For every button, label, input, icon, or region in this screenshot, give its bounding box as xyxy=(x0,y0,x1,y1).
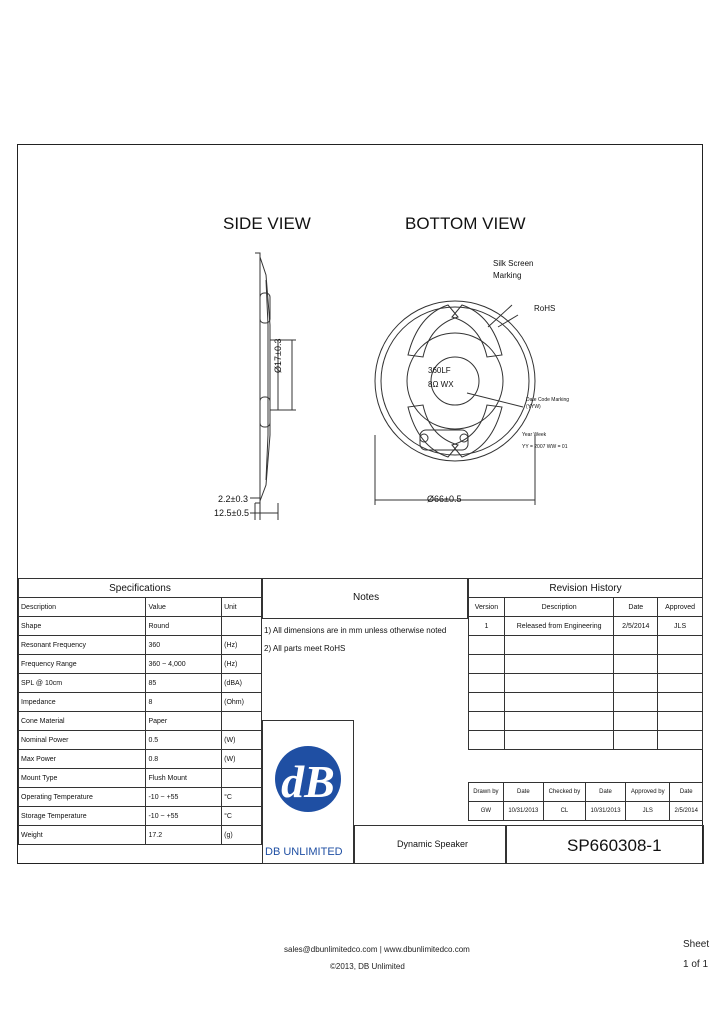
datecode-label: Date Code Marking (YYW) xyxy=(526,397,570,410)
signoff-date1: 10/31/2013 xyxy=(503,802,543,821)
rev-date: 2/5/2014 xyxy=(614,617,658,636)
signoff-date2: 10/31/2013 xyxy=(585,802,625,821)
spec-row xyxy=(19,636,262,655)
side-view-outline xyxy=(250,253,296,520)
spec-description: Cone Material xyxy=(19,712,146,731)
spec-unit xyxy=(222,617,262,636)
spec-value: 360 ~ 4,000 xyxy=(146,655,222,674)
spec-description: Shape xyxy=(19,617,146,636)
signoff-h-date3: Date xyxy=(670,783,703,802)
dim-diameter: Ø66±0.5 xyxy=(427,494,462,504)
spec-value: 0.8 xyxy=(146,750,222,769)
signoff-approved: JLS xyxy=(626,802,670,821)
rev-description: Released from Engineering xyxy=(504,617,614,636)
spec-value: 17.2 xyxy=(146,826,222,845)
spec-description: Weight xyxy=(19,826,146,845)
specs-header-description: Description xyxy=(19,598,146,617)
spec-value: Flush Mount xyxy=(146,769,222,788)
silk-screen-label: Silk Screen Marking xyxy=(493,259,534,280)
footer-contact: sales@dbunlimitedco.com | www.dbunlimitedco.com xyxy=(284,945,470,954)
specs-title: Specifications xyxy=(19,579,262,598)
specs-header-unit: Unit xyxy=(222,598,262,617)
datecode-sub-1: Year Week xyxy=(522,432,547,438)
dim-b: 12.5±0.5 xyxy=(214,508,249,518)
spec-value: 0.5 xyxy=(146,731,222,750)
signoff-h-checked: Checked by xyxy=(543,783,585,802)
notes-header-box xyxy=(262,578,468,619)
spec-row xyxy=(19,769,262,788)
spec-description: Max Power xyxy=(19,750,146,769)
rohs-label: RoHS xyxy=(534,304,556,313)
dim-inner: Ø17±0.3 xyxy=(273,338,283,373)
signoff-h-approved: Approved by xyxy=(626,783,670,802)
product-name-box xyxy=(354,825,506,864)
signoff-h-date2: Date xyxy=(585,783,625,802)
marking-line-1: 360LF xyxy=(428,366,451,375)
spec-unit: (dBA) xyxy=(222,674,262,693)
drawing-sheet xyxy=(17,144,703,864)
sheet-value: 1 of 1 xyxy=(683,959,709,970)
db-logo xyxy=(263,721,353,841)
spec-unit: °C xyxy=(222,788,262,807)
spec-unit: (W) xyxy=(222,731,262,750)
spec-row xyxy=(19,674,262,693)
rev-header-approved: Approved xyxy=(658,598,703,617)
signoff-drawn: GW xyxy=(469,802,504,821)
spec-row xyxy=(19,788,262,807)
spec-description: Storage Temperature xyxy=(19,807,146,826)
spec-unit: (Hz) xyxy=(222,655,262,674)
spec-unit: (W) xyxy=(222,750,262,769)
spec-value: Round xyxy=(146,617,222,636)
spec-row xyxy=(19,617,262,636)
signoff-checked: CL xyxy=(543,802,585,821)
spec-row xyxy=(19,807,262,826)
logo-box xyxy=(262,720,354,864)
revision-table xyxy=(468,578,703,750)
spec-unit xyxy=(222,712,262,731)
signoff-table xyxy=(468,782,703,821)
bottom-view-outline xyxy=(375,301,535,505)
spec-value: 360 xyxy=(146,636,222,655)
rev-header-description: Description xyxy=(504,598,614,617)
spec-value: -10 ~ +55 xyxy=(146,807,222,826)
part-number: SP660308-1 xyxy=(567,836,662,855)
spec-value: Paper xyxy=(146,712,222,731)
spec-description: Frequency Range xyxy=(19,655,146,674)
spec-description: Impedance xyxy=(19,693,146,712)
spec-description: Mount Type xyxy=(19,769,146,788)
spec-row xyxy=(19,655,262,674)
svg-text:dB: dB xyxy=(281,756,335,807)
signoff-h-drawn: Drawn by xyxy=(469,783,504,802)
spec-description: Operating Temperature xyxy=(19,788,146,807)
spec-row xyxy=(19,712,262,731)
spec-value: 8 xyxy=(146,693,222,712)
spec-unit: (g) xyxy=(222,826,262,845)
note-line-1: 1) All dimensions are in mm unless otherwise noted xyxy=(264,626,447,635)
spec-row xyxy=(19,826,262,845)
technical-drawing xyxy=(18,145,704,575)
revision-title: Revision History xyxy=(469,579,703,598)
spec-row xyxy=(19,750,262,769)
rev-header-version: Version xyxy=(469,598,505,617)
note-line-2: 2) All parts meet RoHS xyxy=(264,644,346,653)
spec-row xyxy=(19,731,262,750)
spec-unit: (Ohm) xyxy=(222,693,262,712)
spec-value: 85 xyxy=(146,674,222,693)
spec-description: Nominal Power xyxy=(19,731,146,750)
notes-title: Notes xyxy=(353,592,380,603)
footer-copyright: ©2013, DB Unlimited xyxy=(330,962,405,971)
marking-line-2: 8Ω WX xyxy=(428,380,454,389)
spec-description: SPL @ 10cm xyxy=(19,674,146,693)
spec-unit: (Hz) xyxy=(222,636,262,655)
dim-a: 2.2±0.3 xyxy=(218,494,248,504)
logo-text: DB UNLIMITED xyxy=(265,846,343,858)
signoff-date3: 2/5/2014 xyxy=(670,802,703,821)
spec-row xyxy=(19,693,262,712)
rev-approved: JLS xyxy=(658,617,703,636)
specs-header-value: Value xyxy=(146,598,222,617)
signoff-h-date1: Date xyxy=(503,783,543,802)
datecode-sub-2: YY = 2007 WW = 01 xyxy=(522,444,568,450)
specifications-table xyxy=(18,578,262,845)
bottom-view-label: BOTTOM VIEW xyxy=(405,214,526,233)
rev-version: 1 xyxy=(469,617,505,636)
spec-unit: °C xyxy=(222,807,262,826)
spec-description: Resonant Frequency xyxy=(19,636,146,655)
sheet-label: Sheet xyxy=(683,939,710,950)
product-name: Dynamic Speaker xyxy=(397,839,469,849)
spec-unit xyxy=(222,769,262,788)
part-number-box xyxy=(506,825,704,864)
spec-value: -10 ~ +55 xyxy=(146,788,222,807)
side-view-label: SIDE VIEW xyxy=(223,214,311,233)
rev-header-date: Date xyxy=(614,598,658,617)
